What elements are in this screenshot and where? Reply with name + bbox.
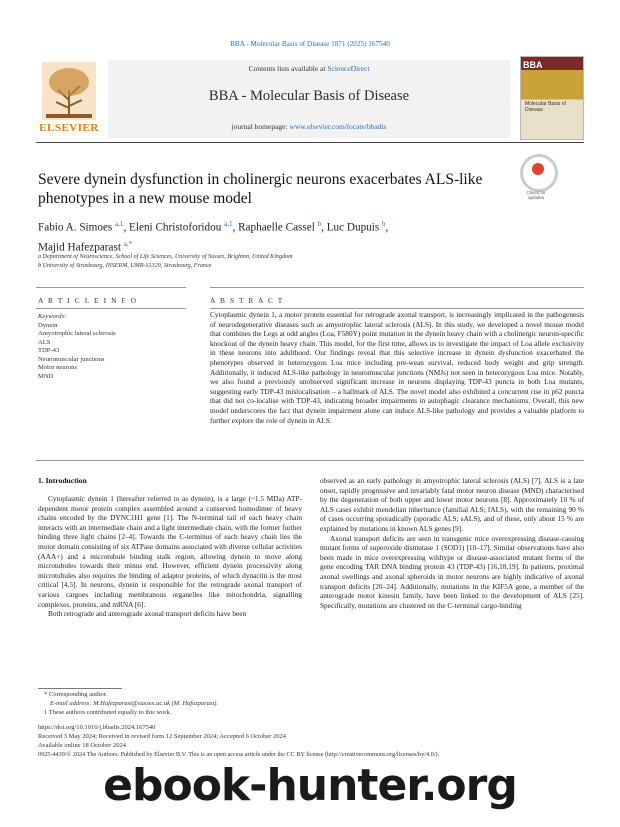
author-sup[interactable]: a,* — [123, 239, 133, 248]
affiliation-a: a Department of Neuroscience, School of Life Sciences, University of Sussex, Brighton, United Kingdom — [38, 254, 293, 260]
abstract-heading: A B S T R A C T — [210, 296, 284, 305]
author-sup[interactable]: a,1 — [224, 220, 233, 228]
available-date: Available online 18 October 2024 — [38, 742, 126, 749]
check-updates-icon[interactable] — [520, 154, 558, 192]
abstract-rule — [210, 287, 584, 288]
abstract-text: Cytoplasmic dynein 1, a motor protein essential for retrograde axonal transport, is increasingly implicated in the pathogenesis of neurodegenerative diseases such as amyotrophic lateral sclerosis (ALS). In this study, we developed a novel mouse model that combines the Legs at odd angles (Loa, F580Y) point mutation in the dynein heavy chain with a cholinergic neuron-specific knockout of the dynein heavy chain. This model, for the first time, allows us to investigate the impact of Loa allele exclusivity in these neurons into adulthood. Our findings reveal that this selective increase in dynein dysfunction exacerbated the phenotypes observed in heterozygous Loa mice including pre-wean survival, reduced body weight and grip strength. Additionally, it induced ALS-like pathology in neuromuscular junctions (NMJs) not seen in heterozygous Loa mice. Notably, we also found a previously unobserved significant increase in neurons displaying TDP-43 puncta in both Loa mutants, suggesting early TDP-43 mislocalisation – a hallmark of ALS. The novel model also exhibited a concurrent rise in p62 puncta that did not co-localise with TDP-43, indicating broader impairments in autophagic clearance mechanisms. Overall, this new model underscores the fact that dynein impairment alone can induce ALS-like pathology and provides a valuable platform to further explore the role of dynein in ALS. — [210, 310, 584, 425]
check-updates-label[interactable]: Check for updates — [526, 190, 546, 200]
author-name[interactable]: Majid Hafezparast — [38, 241, 121, 254]
license-line[interactable]: 0925-4439/© 2024 The Authors. Published by Elsevier B.V. This is an open access article under the CC BY license (http://creativecommons.org/licenses/by/4.0/). — [38, 751, 440, 758]
watermark-text: ebook-hunter.org — [103, 760, 517, 811]
author-sup[interactable]: a,1 — [115, 220, 124, 228]
keyword: Motor neurons — [38, 364, 78, 371]
equal-contribution-note: 1 These authors contributed equally to this work. — [44, 709, 172, 716]
paragraph: Both retrograde and anterograde axonal transport deficits have been — [48, 609, 247, 619]
keyword: Amyotrophic lateral sclerosis — [38, 330, 116, 337]
contents-line: Contents lists available at ScienceDirect — [248, 64, 370, 73]
journal-reference[interactable]: BBA - Molecular Basis of Disease 1871 (2025) 167540 — [230, 40, 390, 48]
footnote-rule — [38, 688, 122, 689]
homepage-line: journal homepage: www.elsevier.com/locate/bbadis — [231, 122, 387, 131]
body-rule — [36, 460, 584, 461]
homepage-link[interactable]: www.elsevier.com/locate/bbadis — [289, 122, 387, 131]
author-name[interactable]: Luc Dupuis — [326, 221, 380, 234]
paragraph: Axonal transport deficits are seen in transgenic mice overexpressing disease-causing mutant forms of superoxide dismutase 1 (SOD1) [10–17]. Similar observations have also been made in mice overexpressing wildtype or disease-associated mutant forms of the gene encoding TAR DNA binding protein 43 (TDP-43) [16,18,19]. In patients, proximal axonal swellings and axonal spheroids in motor neurons are highly indicative of axonal transport deficits [20–24]. Additionally, mutations in the KIF5A gene, a member of the anterograde motor kinesin family, have been linked to the development of ALS [25]. Specifically, mutations are clustered on the C-terminal cargo-binding — [320, 533, 584, 610]
author-sup[interactable]: b — [317, 220, 322, 228]
keyword: ALS — [38, 338, 51, 346]
keyword: TDP-43 — [38, 347, 60, 354]
keyword: Dynein — [38, 321, 58, 329]
body-right-column — [320, 476, 584, 610]
sciencedirect-link[interactable]: ScienceDirect — [327, 64, 370, 73]
article-title: Severe dynein dysfunction in cholinergic neurons exacerbates ALS-like phenotypes in a new mouse model — [38, 171, 483, 207]
corresponding-note: * Corresponding author. — [44, 691, 108, 698]
journal-header — [108, 60, 510, 138]
elsevier-wordmark: ELSEVIER — [39, 122, 99, 134]
header-rule — [36, 142, 584, 143]
cover-label: BBA — [523, 60, 543, 70]
keyword: Neuromuscular junctions — [38, 355, 105, 363]
body-left-column — [38, 494, 302, 619]
paragraph: observed as an early pathology in amyotrophic lateral sclerosis (ALS) [7]. ALS is a late onset, rapidly progressive and invariably fatal motor neuron disease (MND) characterised by the degeneration of both upper and lower motor neurons [8]. Approximately 10 % of ALS cases exhibit mendelian inheritance (familial ALS; fALS), with the remaining 90 % of cases occurring sporadically (sporadic ALS; sALS), and of these, only about 15 % are explained by mutations in known ALS genes [9]. — [320, 476, 584, 533]
affiliation-b: b University of Strasbourg, INSERM, UMR-S1329, Strasbourg, France — [38, 263, 212, 269]
keywords-label: Keywords: — [38, 313, 67, 320]
article-info-rule-2 — [36, 308, 186, 309]
abstract-rule-2 — [210, 308, 584, 309]
email-note[interactable]: E-mail address: M.Hafezparast@sussex.ac.uk (M. Hafezparast). — [50, 700, 219, 707]
author-sup[interactable]: b — [382, 220, 386, 228]
author-list: Fabio A. Simoes $^{a,1}$, Eleni Christoforidou $^{a,1}$, Raphaelle Cassel $^b$, Luc Dupuis $^b$, Majid Hafezparast $^{a,*}$ — [38, 220, 389, 254]
paragraph: Cytoplasmic dynein 1 (hereafter referred to as dynein), is a large (~1.5 MDa) ATP-dependent motor protein complex assembled around a conserved homodimer of heavy chains encoded by the DYNC1H1 gene [1]. The N-terminal tail of each heavy chain interacts with an intermediate chain and a light intermediate chain, with the former further binding three light chains [2–4]. Towards the C-terminus of each heavy chain lies the motor domain consisting of six ATPase domains associated with diverse cellular activities (AAA+) and a microtubule binding stalk region, allowing dynein to move along microtubules towards their minus end. However, efficient dynein processivity along microtubules also requires the binding of adaptor proteins, of which dynactin is the most critical [4,5]. In neurons, dynein is responsible for the retrograde axonal transport of various cargoes including membranous organelles like mitochondria, signalling complexes, proteins, and mRNA [6]. — [38, 494, 302, 609]
section-heading-introduction: 1. Introduction — [38, 476, 87, 485]
journal-name: BBA - Molecular Basis of Disease — [208, 88, 410, 104]
journal-cover-image — [520, 56, 584, 140]
article-info-rule — [36, 287, 186, 288]
author-name[interactable]: Eleni Christoforidou — [129, 221, 222, 234]
bookmark-icon — [532, 163, 544, 175]
author-name[interactable]: Raphaelle Cassel — [238, 221, 315, 234]
keyword: MND — [38, 372, 54, 380]
doi-link[interactable]: https://doi.org/10.1016/j.bbadis.2024.167540 — [38, 724, 156, 731]
article-info-heading: A R T I C L E I N F O — [38, 296, 138, 305]
cover-subtitle: Molecular Basis of Disease — [525, 101, 566, 113]
received-dates: Received 3 May 2024; Received in revised form 12 September 2024; Accepted 6 October 2024 — [38, 733, 287, 740]
author-name[interactable]: Fabio A. Simoes — [38, 221, 113, 234]
keywords-block — [38, 313, 188, 381]
